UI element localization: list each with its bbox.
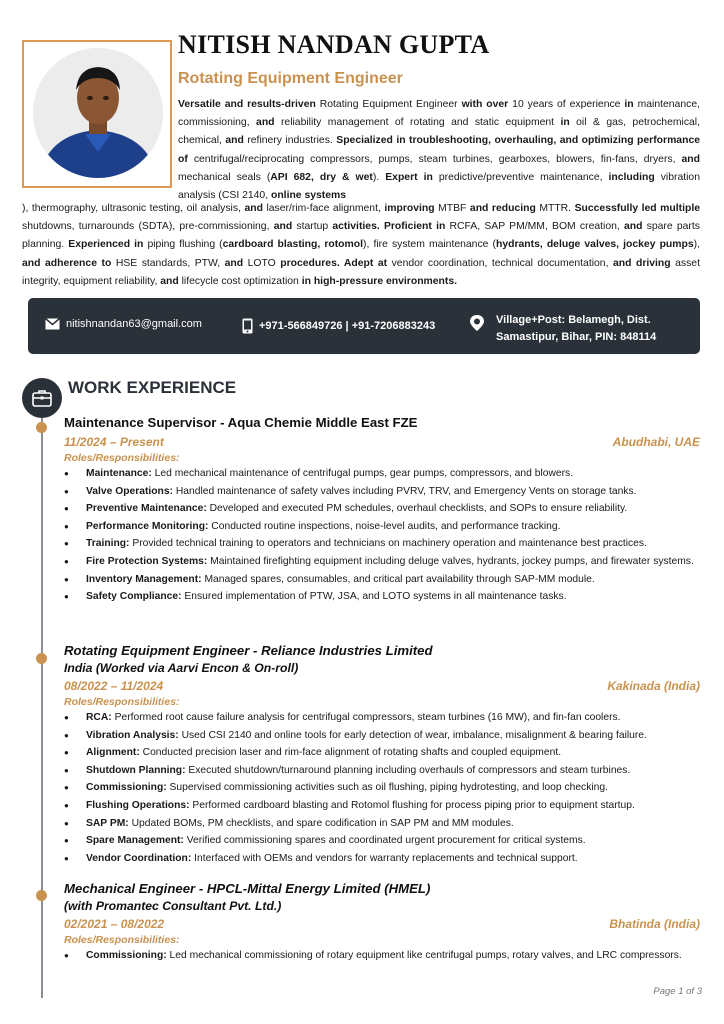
job-entry [64,880,700,965]
contact-address-line1: Village+Post: Belamegh, Dist. [496,314,651,326]
job-location: Abudhabi, UAE [612,435,700,449]
summary-text-run: reliability management of rotating and static equipment [280,117,561,129]
summary-text-run: ), fire system maintenance ( [363,239,496,251]
responsibility-text: Performed cardboard blasting and Rotomol flushing for process piping prior to equipment startup. [189,799,635,811]
job-meta [64,677,700,695]
summary-text-run: MTBF [438,203,470,214]
summary-text-run: Successfully led multiple [574,203,700,214]
contact-email-item[interactable] [45,318,202,330]
job-dates: 11/2024 – Present [64,435,164,449]
summary-text-run: mechanical seals ( [178,171,271,183]
responsibility-item [86,465,700,483]
summary-bottom [22,200,700,291]
responsibility-item [86,500,700,518]
responsibility-text: Conducted routine inspections, noise-level audits, and performance tracking. [208,520,561,532]
summary-text-run: Versatile and results-driven [178,99,320,110]
responsibility-item [86,727,700,745]
responsibility-item [86,797,700,815]
summary-text-run: and [256,117,281,129]
section-title-work-experience: WORK EXPERIENCE [68,378,237,397]
email-icon [45,318,60,330]
summary-text-run: piping flushing ( [147,239,223,251]
contact-address-item [468,312,656,346]
summary-text-run: in high-pressure environments. [301,275,458,287]
job-dates: 02/2021 – 08/2022 [64,917,165,931]
summary-text-run: Specialized in troubleshooting, overhauling, and optimizing performance of [178,135,700,165]
responsibility-label: Preventive Maintenance: [86,503,207,515]
summary-text-run: improving [384,203,439,214]
responsibility-text: Developed and executed PM schedules, overhaul checklists, and SOPs to ensure reliability. [206,503,628,515]
job-title: Rotating Equipment Engineer - Reliance Industries Limited [64,643,433,658]
job-meta [64,433,700,451]
responsibility-item [86,553,700,571]
summary-text-run: and [273,221,297,233]
responsibility-item [86,779,700,797]
contact-bar [28,298,700,354]
summary-text-run: cardboard blasting, rotomol [222,239,364,251]
page-number: Page 1 of 3 [653,986,702,997]
summary-text-run: oil & gas, petrochemical, chemical, [178,117,700,147]
job-responsibilities [64,709,700,867]
job-dates: 08/2022 – 11/2024 [64,679,164,693]
summary-text-run: and driving [612,257,676,269]
job-title: Mechanical Engineer - HPCL-Mittal Energy Limited (HMEL) [64,881,431,896]
job-subtitle: India (Worked via Aarvi Encon & On-roll) [64,661,299,675]
responsibility-text: Verified commissioning spares and coordinated urgent procurement for critical systems. [183,835,586,847]
summary-top [178,96,700,205]
job-entry [64,642,700,867]
responsibility-text: Led mechanical commissioning of rotary equipment like centrifugal pumps, rotary valves, and LRC compressors. [166,950,682,961]
responsibility-item [86,571,700,589]
responsibility-label: Alignment: [86,747,140,759]
responsibility-label: Safety Compliance: [86,591,182,603]
responsibility-label: Vibration Analysis: [86,729,179,741]
summary-text-run: 10 years of experience [512,99,625,110]
responsibility-label: Flushing Operations: [86,799,190,811]
responsibility-item [86,518,700,536]
job-location: Bhatinda (India) [609,917,700,931]
briefcase-icon [22,378,62,418]
responsibility-item [86,947,700,965]
responsibility-text: Managed spares, consumables, and critical part availability through SAP-MM module. [201,573,595,585]
summary-text-run: ), [693,239,700,251]
responsibility-label: Maintenance: [86,468,152,479]
responsibility-text: Interfaced with OEMs and vendors for warranty replacements and technical support. [191,852,578,864]
summary-text-run: and [160,275,182,287]
contact-address-line2: Samastipur, Bihar, PIN: 848114 [496,331,657,343]
summary-text-run: shutdowns, turnarounds (SDTA), pre-commissioning, [22,221,274,233]
timeline-dot [36,653,47,664]
responsibility-text: Conducted precision laser and rim-face alignment of rotating shafts and coupled equipment. [139,747,562,759]
responsibility-item [86,815,700,833]
job-location: Kakinada (India) [607,679,700,693]
summary-text-run: maintenance, commissioning, [178,99,700,129]
roles-label: Roles/Responsibilities: [64,452,180,464]
responsibility-item [86,588,700,606]
summary-text-run: centrifugal/reciprocating compressors, pumps, steam turbines, gearboxes, blowers, fin-fans, dryers, [193,153,682,165]
responsibility-item [86,850,700,868]
summary-text-run: refinery industries. [247,135,337,147]
summary-text-run: Rotating Equipment Engineer [319,99,462,110]
contact-email: nitishnandan63@gmail.com [66,318,202,330]
responsibility-text: Provided technical training to operators and technicians on machinery operation and maintenance best practices. [129,538,647,550]
summary-text-run: procedures. Adept at [280,257,392,269]
roles-label: Roles/Responsibilities: [64,934,180,946]
responsibility-item [86,762,700,780]
responsibility-text: Used CSI 2140 and online tools for early detection of wear, imbalance, misalignment & bearing failure. [178,729,647,741]
timeline-dot [36,890,47,901]
responsibility-text: Performed root cause failure analysis for centrifugal compressors, steam turbines (16 MW), and fin-fan coolers. [111,712,621,723]
responsibility-label: SAP PM: [86,817,129,829]
responsibility-label: Commissioning: [86,782,167,794]
summary-text-run: and [623,221,647,233]
summary-text-run: and [224,257,248,269]
summary-text-run: with over [461,99,513,110]
responsibility-label: Fire Protection Systems: [86,555,208,567]
responsibility-label: Valve Operations: [86,485,173,497]
responsibility-item [86,483,700,501]
job-title: Maintenance Supervisor - Aqua Chemie Middle East FZE [64,415,418,430]
summary-text-run: and reducing [469,203,540,214]
summary-text-run: lifecycle cost optimization [181,275,302,287]
summary-text-run: activities. Proficient in [332,221,450,233]
summary-text-run: vendor coordination, technical documentation, [391,257,613,269]
responsibility-item [86,709,700,727]
responsibility-text: Executed shutdown/turnaround planning including overhauls of compressors and steam turbines. [185,764,631,776]
profile-photo-frame [22,40,172,188]
summary-text-run: in [560,117,577,129]
responsibility-label: Inventory Management: [86,573,202,585]
job-responsibilities [64,947,700,965]
responsibility-label: Performance Monitoring: [86,520,209,532]
responsibility-text: Ensured implementation of PTW, JSA, and LOTO systems in all maintenance tasks. [181,591,567,603]
responsibility-item [86,832,700,850]
responsibility-label: Commissioning: [86,950,167,961]
summary-text-run: and [244,203,267,214]
summary-text-run: HSE standards, PTW, [115,257,225,269]
summary-text-run: Experienced in [68,239,148,251]
summary-text-run: Expert in [385,171,439,183]
responsibility-item [86,744,700,762]
contact-phone-item[interactable] [242,318,435,334]
summary-text-run: and adherence to [22,257,116,269]
summary-text-run: startup [296,221,333,233]
timeline-dot [36,422,47,433]
summary-text-run: MTTR. [539,203,575,214]
summary-text-run: spare parts planning. [22,221,700,251]
summary-text-run: in [624,99,638,110]
responsibility-text: Maintained firefighting equipment including deluge valves, hydrants, jockey pumps, and firewater systems. [207,555,694,567]
candidate-role: Rotating Equipment Engineer [178,70,403,87]
job-meta [64,915,700,933]
responsibility-text: Handled maintenance of safety valves including PVRV, TRV, and Emergency Vents on storage tanks. [173,485,637,497]
responsibility-label: Training: [86,538,130,550]
summary-text-run: API 682, dry & wet [270,171,373,183]
job-subtitle: (with Promantec Consultant Pvt. Ltd.) [64,899,282,913]
summary-text-run: asset integrity, equipment reliability, [22,257,700,287]
location-icon [468,314,486,332]
profile-photo [33,48,163,178]
responsibility-label: Shutdown Planning: [86,764,186,776]
candidate-name: NITISH NANDAN GUPTA [178,30,490,59]
summary-text-run: RCFA, SAP PM/MM, BOM creation, [449,221,624,233]
summary-text-run: online systems [270,190,347,202]
timeline-line [41,418,43,998]
summary-text-run: vibration analysis (CSI 2140, [178,171,700,202]
summary-text-run: ), thermography, ultrasonic testing, oil analysis, [22,203,245,214]
summary-text-run: laser/rim-face alignment, [266,203,385,214]
responsibility-label: RCA: [86,712,112,723]
summary-text-run: predictive/preventive maintenance, [438,171,609,183]
responsibility-item [86,535,700,553]
job-entry [64,414,700,606]
phone-icon [242,318,253,334]
summary-text-run: hydrants, deluge valves, jockey pumps [495,239,694,251]
summary-text-run: LOTO [247,257,281,269]
responsibility-text: Updated BOMs, PM checklists, and spare codification in SAP PM and MM modules. [128,817,514,829]
summary-text-run: and [225,135,248,147]
job-responsibilities [64,465,700,606]
responsibility-text: Supervised commissioning activities such as oil flushing, piping hydrotesting, and loop checking. [166,782,608,794]
summary-text-run: and [681,153,700,165]
roles-label: Roles/Responsibilities: [64,696,180,708]
summary-text-run: including [608,171,661,183]
contact-phone: +971-566849726 | +91-7206883243 [259,320,436,332]
responsibility-text: Led mechanical maintenance of centrifugal pumps, gear pumps, compressors, and blowers. [151,468,574,479]
summary-text-run: ). [372,171,386,183]
responsibility-label: Vendor Coordination: [86,852,192,864]
responsibility-label: Spare Management: [86,835,184,847]
